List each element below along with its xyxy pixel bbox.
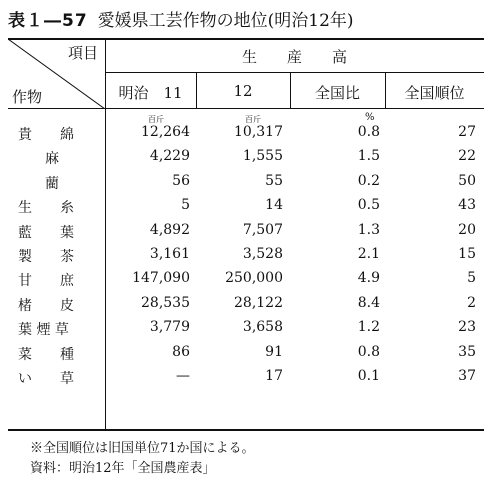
cell-ratio: 0.5 bbox=[357, 197, 380, 213]
cell-v11: 3,161 bbox=[149, 246, 190, 262]
cell-v11: 5 bbox=[181, 197, 190, 213]
column-header-12: 12 bbox=[233, 82, 253, 100]
cell-ratio: 2.1 bbox=[357, 246, 380, 262]
cell-v11: 86 bbox=[172, 344, 190, 360]
column-header-meiji11: 明治 11 bbox=[118, 84, 183, 102]
crop-name: 楮 皮 bbox=[18, 298, 74, 314]
cell-ratio: 0.8 bbox=[357, 344, 380, 360]
cell-v12: 55 bbox=[265, 173, 283, 189]
header-group-rule bbox=[105, 72, 484, 73]
cell-v12: 1,555 bbox=[242, 148, 283, 164]
cell-v12: 17 bbox=[265, 368, 283, 384]
crop-name: い 草 bbox=[18, 371, 74, 387]
cell-ratio: 1.5 bbox=[357, 148, 380, 164]
cell-rank: 22 bbox=[458, 148, 476, 164]
cell-rank: 23 bbox=[458, 319, 476, 335]
crop-name: 藍 葉 bbox=[18, 225, 74, 241]
column-header-national-ratio: 全国比 bbox=[314, 84, 360, 102]
crop-name: 麻 bbox=[45, 151, 59, 167]
cell-rank: 27 bbox=[458, 124, 476, 140]
crop-name: 甘 庶 bbox=[18, 273, 74, 289]
production-group-header: 生 産 高 bbox=[241, 48, 347, 66]
cell-v12: 3,528 bbox=[242, 246, 283, 262]
cell-v11: 12,264 bbox=[141, 124, 190, 140]
column-header-national-rank: 全国順位 bbox=[404, 84, 465, 102]
cell-rank: 43 bbox=[458, 197, 476, 213]
table-caption: 愛媛県工芸作物の地位(明治12年) bbox=[97, 11, 354, 31]
corner-item-label: 項目 bbox=[68, 44, 99, 62]
crop-name: 藺 bbox=[45, 176, 59, 192]
crop-name: 生 糸 bbox=[18, 200, 74, 216]
cell-v12: 7,507 bbox=[242, 222, 283, 238]
cell-v11: 28,535 bbox=[141, 295, 190, 311]
footnote-rank: ※全国順位は旧国単位71か国による。 bbox=[30, 441, 255, 456]
cell-v12: 250,000 bbox=[225, 270, 283, 286]
cell-v11: 4,229 bbox=[149, 148, 190, 164]
footnote-source: 資料：明治12年「全国農産表」 bbox=[30, 461, 216, 476]
table-number: 表１―57 bbox=[8, 11, 88, 31]
cell-ratio: 1.3 bbox=[357, 222, 380, 238]
cell-v12: 28,122 bbox=[234, 295, 283, 311]
cell-rank: 5 bbox=[467, 270, 476, 286]
cell-v12: 10,317 bbox=[234, 124, 283, 140]
cell-v11: 147,090 bbox=[132, 270, 190, 286]
crop-name: 葉 煙 草 bbox=[18, 322, 69, 338]
cell-v11: 56 bbox=[172, 173, 190, 189]
cell-rank: 2 bbox=[467, 295, 476, 311]
unit-label-12: 百斤 bbox=[245, 115, 261, 124]
unit-label-percent: % bbox=[365, 112, 375, 123]
crop-name: 製 茶 bbox=[18, 249, 74, 265]
cell-rank: 50 bbox=[458, 173, 476, 189]
cell-v12: 14 bbox=[265, 197, 283, 213]
cell-v12: 91 bbox=[265, 344, 283, 360]
cell-v11: 4,892 bbox=[149, 222, 190, 238]
crop-name: 菜 種 bbox=[18, 347, 74, 363]
cell-v12: 3,658 bbox=[242, 319, 283, 335]
cell-v11: — bbox=[176, 368, 190, 384]
cell-ratio: 1.2 bbox=[357, 319, 380, 335]
cell-rank: 20 bbox=[458, 222, 476, 238]
cell-rank: 15 bbox=[458, 246, 476, 262]
unit-label-11: 百斤 bbox=[148, 115, 164, 124]
corner-crop-label: 作物 bbox=[12, 88, 43, 106]
cell-ratio: 8.4 bbox=[357, 295, 380, 311]
cell-ratio: 4.9 bbox=[357, 270, 380, 286]
cell-ratio: 0.8 bbox=[357, 124, 380, 140]
cell-rank: 35 bbox=[458, 344, 476, 360]
cell-rank: 37 bbox=[458, 368, 476, 384]
table-title bbox=[8, 6, 488, 36]
cell-ratio: 0.1 bbox=[357, 368, 380, 384]
cell-ratio: 0.2 bbox=[357, 173, 380, 189]
crop-name: 貴 綿 bbox=[18, 127, 74, 143]
cell-v11: 3,779 bbox=[149, 319, 190, 335]
